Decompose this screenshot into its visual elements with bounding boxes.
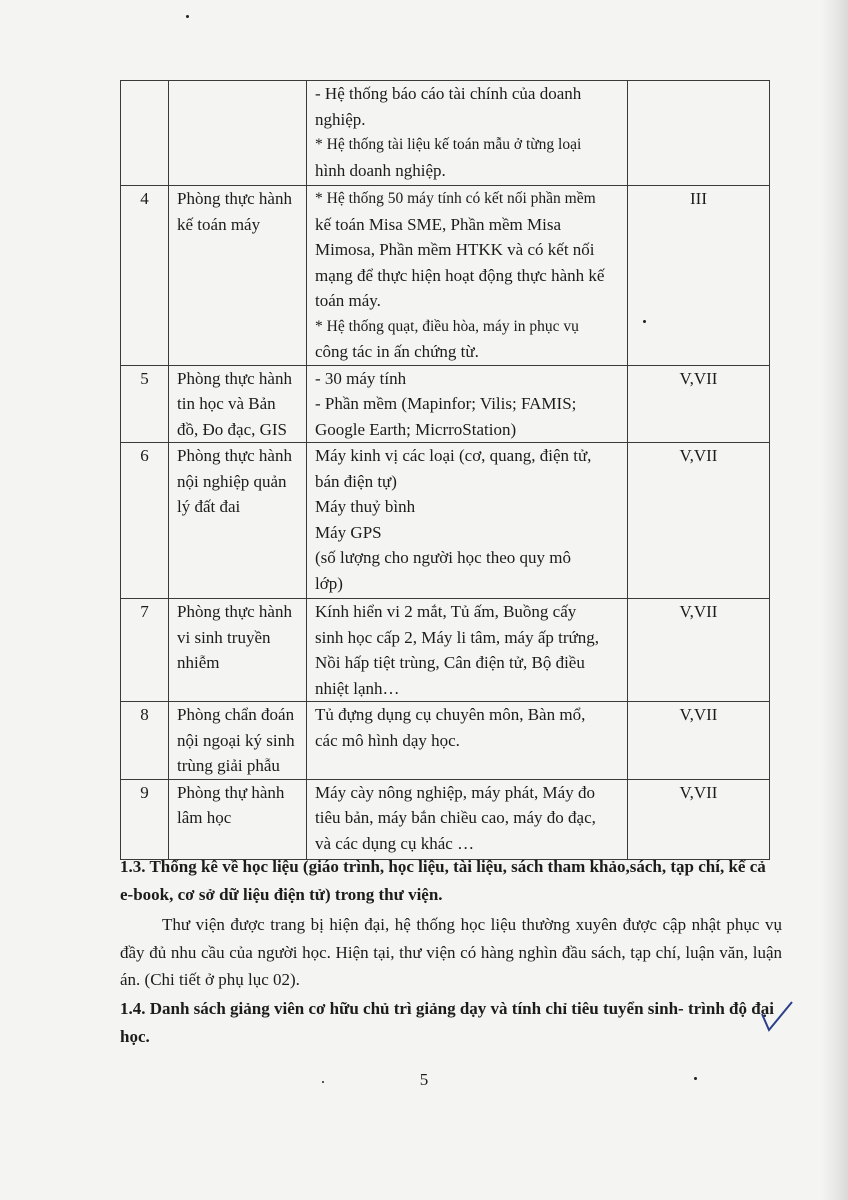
equipment-description-line: Kính hiển vi 2 mắt, Tủ ấm, Buồng cấy	[315, 602, 577, 621]
semester-cell: V,VII	[628, 702, 770, 780]
equipment-description-line: Máy cày nông nghiệp, máy phát, Máy đo	[315, 782, 595, 802]
equipment-description-line: * Hệ thống tài liệu kế toán mẫu ở từng loại	[315, 136, 582, 153]
room-name-cell	[169, 779, 307, 859]
scan-edge-shadow	[822, 0, 848, 1200]
facilities-table	[120, 80, 770, 860]
room-name-line: Phòng chẩn đoán	[177, 705, 295, 724]
room-name-line: lý đất đai	[177, 497, 241, 516]
room-name-line: nội ngoại ký sinh	[177, 730, 295, 750]
equipment-description-cell	[307, 186, 628, 366]
section-1-3-body: Thư viện được trang bị hiện đại, hệ thống học liệu thường xuyên được cập nhật phục vụ đầy đủ nhu cầu của người học. Hiện tại, thư viện có hàng nghìn đầu sách, tạp chí, luận văn, luận án. (Chi tiết ở phụ lục 02).	[120, 915, 782, 989]
equipment-description-cell	[307, 81, 628, 186]
equipment-description-line: lớp)	[315, 573, 343, 593]
row-number-cell	[121, 81, 169, 186]
semester-cell: III	[628, 186, 770, 366]
table-row	[121, 443, 770, 599]
equipment-description-line: sinh học cấp 2, Máy li tâm, máy ấp trứng,	[315, 627, 599, 647]
equipment-description-line: kế toán Misa SME, Phần mềm Misa	[315, 214, 562, 234]
room-name-line: kế toán máy	[177, 214, 261, 234]
equipment-description-line: (số lượng cho người học theo quy mô	[315, 548, 571, 567]
room-name-line: Phòng thự hành	[177, 782, 285, 802]
room-name-cell	[169, 443, 307, 599]
room-name-line: Phòng thực hành	[177, 602, 292, 621]
room-name-line: trùng giải phẫu	[177, 756, 280, 775]
room-name-cell	[169, 599, 307, 702]
room-name-line: Phòng thực hành	[177, 368, 292, 388]
equipment-description-cell	[307, 599, 628, 702]
equipment-description-cell	[307, 779, 628, 859]
facilities-table-body	[121, 81, 770, 860]
section-1-3-heading: 1.3. Thống kê về học liệu (giáo trình, học liệu, tài liệu, sách tham khảo,sách, tạp chí, kể cả e-book, cơ sở dữ liệu điện tử) trong thư viện.	[120, 857, 766, 904]
equipment-description-line: * Hệ thống 50 máy tính có kết nối phần mềm	[315, 190, 596, 207]
equipment-description-line: Mimosa, Phần mềm HTKK và có kết nối	[315, 240, 595, 259]
equipment-description-line: bán điện tự)	[315, 471, 397, 491]
semester-cell: V,VII	[628, 599, 770, 702]
room-name-line: tin học và Bản	[177, 394, 276, 413]
equipment-description-line: các mô hình dạy học.	[315, 730, 460, 750]
row-number-cell: 7	[121, 599, 169, 702]
room-name-cell	[169, 365, 307, 443]
equipment-description-line: Google Earth; MicrroStation)	[315, 419, 517, 439]
room-name-cell	[169, 186, 307, 366]
semester-cell	[628, 81, 770, 186]
equipment-description-line: hình doanh nghiệp.	[315, 160, 446, 180]
row-number-cell: 8	[121, 702, 169, 780]
table-row	[121, 186, 770, 366]
checkmark-icon	[760, 1000, 794, 1034]
equipment-description-cell	[307, 702, 628, 780]
room-name-line: đồ, Đo đạc, GIS	[177, 419, 288, 439]
scan-speck	[694, 1077, 697, 1080]
room-name-line: nhiễm	[177, 653, 220, 672]
table-row	[121, 365, 770, 443]
room-name-line: lâm học	[177, 808, 232, 827]
equipment-description-line: - 30 máy tính	[315, 368, 407, 388]
equipment-description-line: Máy GPS	[315, 522, 382, 542]
equipment-description-line: nhiệt lạnh…	[315, 678, 400, 698]
equipment-description-line: nghiệp.	[315, 109, 366, 129]
equipment-description-line: - Hệ thống báo cáo tài chính của doanh	[315, 84, 582, 103]
equipment-description-cell	[307, 365, 628, 443]
section-1-4-heading: 1.4. Danh sách giảng viên cơ hữu chủ trì giảng dạy và tính chỉ tiêu tuyển sinh- trình độ đại học.	[120, 999, 774, 1046]
room-name-line: Phòng thực hành	[177, 189, 292, 208]
equipment-description-line: và các dụng cụ khác …	[315, 833, 475, 853]
equipment-description-line: * Hệ thống quạt, điều hòa, máy in phục vụ	[315, 317, 579, 335]
equipment-description-line: Máy kinh vị các loại (cơ, quang, điện tử,	[315, 446, 592, 465]
row-number-cell: 5	[121, 365, 169, 443]
semester-cell: V,VII	[628, 443, 770, 599]
room-name-line: vi sinh truyền	[177, 627, 271, 647]
scan-speck	[186, 15, 189, 18]
equipment-description-line: công tác in ấn chứng từ.	[315, 342, 479, 361]
row-number-cell: 6	[121, 443, 169, 599]
equipment-description-line: toán máy.	[315, 291, 381, 310]
room-name-cell	[169, 81, 307, 186]
room-name-line: nội nghiệp quản	[177, 471, 287, 491]
semester-cell: V,VII	[628, 365, 770, 443]
equipment-description-line: Tủ đựng dụng cụ chuyên môn, Bàn mổ,	[315, 705, 586, 724]
table-row	[121, 599, 770, 702]
table-row	[121, 779, 770, 859]
scan-speck	[643, 320, 646, 323]
room-name-line: Phòng thực hành	[177, 446, 292, 465]
scan-speck	[322, 1081, 324, 1083]
table-row	[121, 702, 770, 780]
row-number-cell: 9	[121, 779, 169, 859]
row-number-cell: 4	[121, 186, 169, 366]
equipment-description-line: Nồi hấp tiệt trùng, Cân điện tử, Bộ điều	[315, 653, 585, 672]
semester-cell: V,VII	[628, 779, 770, 859]
page-number: 5	[419, 1070, 429, 1089]
table-row	[121, 81, 770, 186]
room-name-cell	[169, 702, 307, 780]
equipment-description-line: Máy thuỷ bình	[315, 497, 416, 516]
equipment-description-line: - Phần mềm (Mapinfor; Vilis; FAMIS;	[315, 394, 577, 413]
equipment-description-cell	[307, 443, 628, 599]
equipment-description-line: mạng để thực hiện hoạt động thực hành kế	[315, 265, 605, 285]
equipment-description-line: tiêu bản, máy bắn chiều cao, máy đo đạc,	[315, 808, 596, 827]
